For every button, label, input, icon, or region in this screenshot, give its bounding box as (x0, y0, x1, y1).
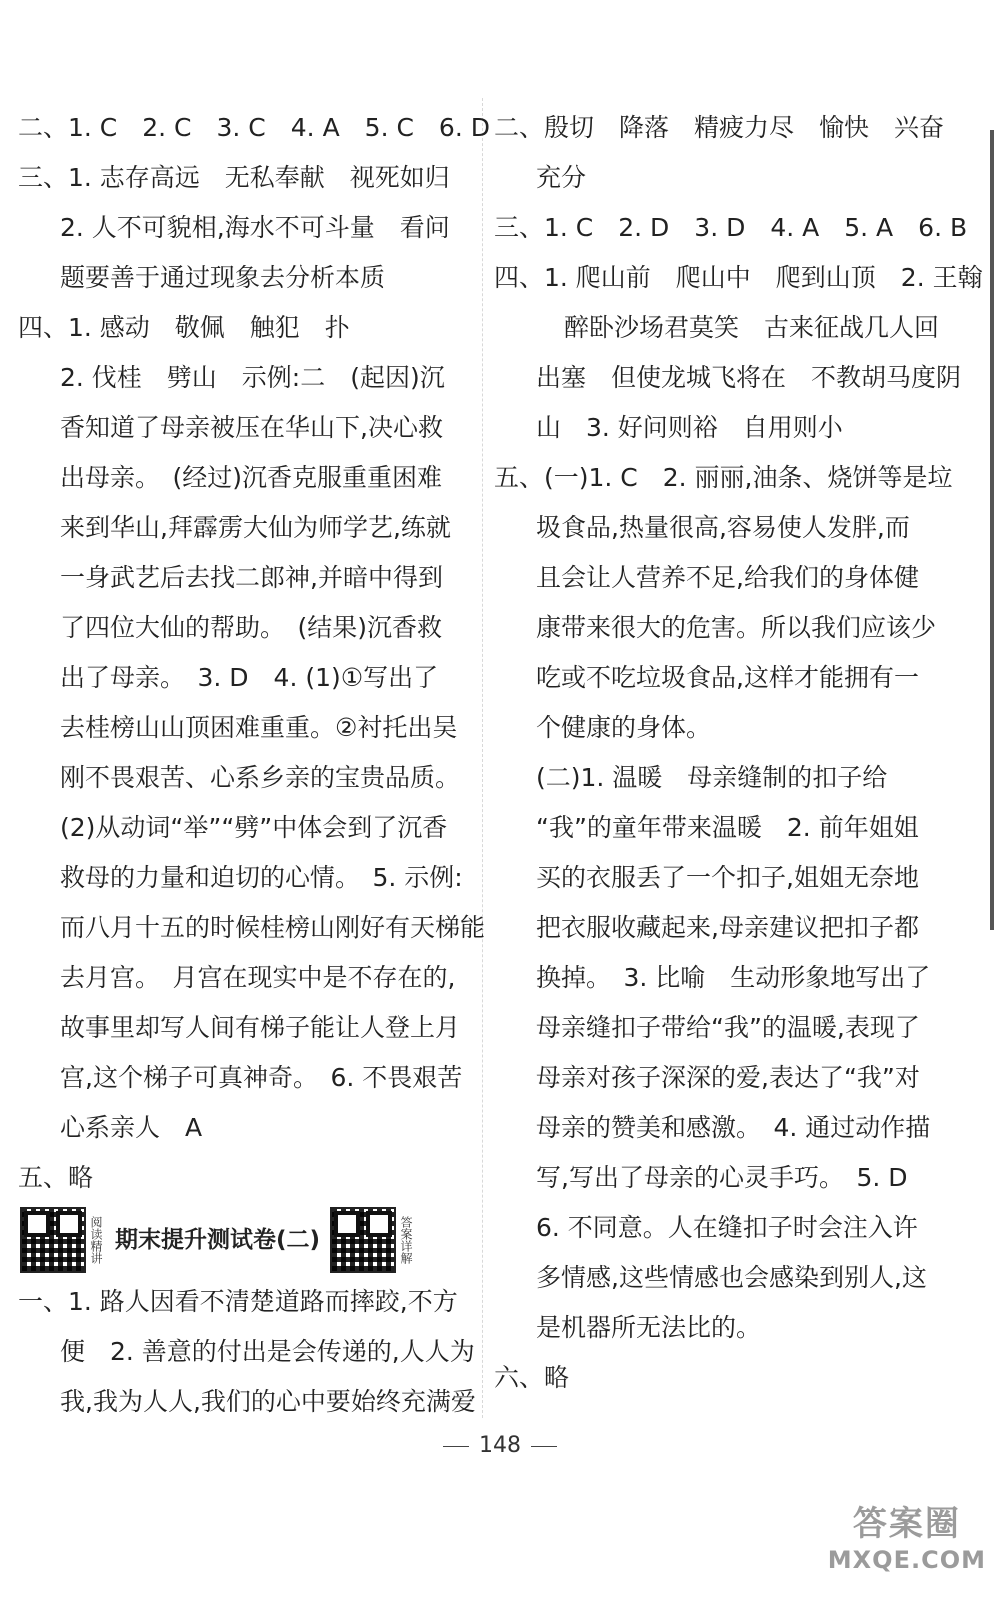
answer-line: 且会让人营养不足,给我们的身体健 (536, 563, 919, 592)
answer-line: 心系亲人 A (60, 1113, 203, 1142)
answer-line: 是机器所无法比的。 (536, 1313, 762, 1342)
answer-line: 三、1. C 2. D 3. D 4. A 5. A 6. B (494, 213, 968, 242)
answer-line: 充分 (536, 163, 587, 192)
answer-line: 四、1. 感动 敬佩 触犯 扑 (18, 313, 350, 342)
answer-line: 母亲的赞美和感激。 4. 通过动作描 (536, 1113, 931, 1142)
page-edge-shadow (990, 130, 994, 930)
answer-line: 刚不畏艰苦、心系乡亲的宝贵品质。 (60, 763, 461, 792)
answer-line: 去月宫。 月宫在现实中是不存在的, (60, 963, 456, 992)
answer-line: (二)1. 温暖 母亲缝制的扣子给 (536, 763, 888, 792)
answer-line: 山 3. 好问则裕 自用则小 (536, 413, 843, 442)
answer-line: 2. 人不可貌相,海水不可斗量 看问 (60, 213, 450, 242)
answer-line: 四、1. 爬山前 爬山中 爬到山顶 2. 王翰 (494, 263, 983, 292)
watermark-url: MXQE.COM (827, 1546, 986, 1574)
answer-line: 香知道了母亲被压在华山下,决心救 (60, 413, 443, 442)
watermark-logo (828, 1506, 986, 1578)
watermark-text: 答案圈 (852, 1504, 961, 1544)
answer-line: 写,写出了母亲的心灵手巧。 5. D (536, 1163, 908, 1192)
answer-line: 而八月十五的时候桂榜山刚好有天梯能 (60, 913, 486, 942)
footer-dash (531, 1446, 557, 1447)
answer-line: 个健康的身体。 (536, 713, 712, 742)
answer-line: 救母的力量和迫切的心情。 5. 示例: (60, 863, 463, 892)
answer-line: 出母亲。 (经过)沉香克服重重困难 (60, 463, 443, 492)
answer-line: 六、略 (494, 1363, 570, 1392)
answer-line: 五、(一)1. C 2. 丽丽,油条、烧饼等是垃 (494, 463, 953, 492)
qr-code-icon[interactable] (330, 1207, 396, 1273)
answer-line: 二、1. C 2. C 3. C 4. A 5. C 6. D (18, 113, 490, 142)
answer-line: 三、1. 志存高远 无私奉献 视死如归 (18, 163, 450, 192)
answer-line: 母亲缝扣子带给“我”的温暖,表现了 (536, 1013, 920, 1042)
answer-line: 二、殷切 降落 精疲力尽 愉快 兴奋 (494, 113, 945, 142)
qr-code-icon[interactable] (20, 1207, 86, 1273)
answer-line: 把衣服收藏起来,母亲建议把扣子都 (536, 913, 919, 942)
answer-line: 我,我为人人,我们的心中要始终充满爱 (60, 1387, 476, 1416)
answer-line: 五、略 (18, 1163, 94, 1192)
answer-line: 去桂榜山山顶困难重重。②衬托出吴 (60, 713, 458, 742)
answer-line: 康带来很大的危害。所以我们应该少 (536, 613, 937, 642)
section-banner (20, 1203, 473, 1277)
page-number: 148 (479, 1433, 521, 1458)
answer-line: 6. 不同意。人在缝扣子时会注入许 (536, 1213, 918, 1242)
answer-line: 吃或不吃垃圾食品,这样才能拥有一 (536, 663, 919, 692)
page-footer (0, 1433, 1000, 1458)
answer-line: 2. 伐桂 劈山 示例:二 (起因)沉 (60, 363, 445, 392)
answer-line: 来到华山,拜霹雳大仙为师学艺,练就 (60, 513, 451, 542)
answer-line: 换掉。 3. 比喻 生动形象地写出了 (536, 963, 931, 992)
right-column (494, 103, 983, 1403)
answer-line: 醉卧沙场君莫笑 古来征战几人回 (564, 313, 940, 342)
left-column (18, 103, 490, 1427)
answer-line: 圾食品,热量很高,容易使人发胖,而 (536, 513, 910, 542)
qr-caption: 阅读精讲 (89, 1216, 103, 1264)
column-divider (482, 98, 483, 1418)
answer-line: 故事里却写人间有梯子能让人登上月 (60, 1013, 461, 1042)
answer-line: 宫,这个梯子可真神奇。 6. 不畏艰苦 (60, 1063, 463, 1092)
answer-line: 一、1. 路人因看不清楚道路而摔跤,不方 (18, 1287, 458, 1316)
qr-caption: 答案详解 (399, 1216, 414, 1264)
answer-line: “我”的童年带来温暖 2. 前年姐姐 (536, 813, 919, 842)
answer-line: 母亲对孩子深深的爱,表达了“我”对 (536, 1063, 920, 1092)
answer-line: 出了母亲。 3. D 4. (1)①写出了 (60, 663, 439, 692)
answer-line: 买的衣服丢了一个扣子,姐姐无奈地 (536, 863, 919, 892)
answer-line: (2)从动词“举”“劈”中体会到了沉香 (60, 813, 448, 842)
footer-dash (443, 1446, 469, 1447)
answer-line: 题要善于通过现象去分析本质 (60, 263, 386, 292)
test-title: 期末提升测试卷(二) (115, 1227, 321, 1253)
answer-line: 了四位大仙的帮助。 (结果)沉香救 (60, 613, 443, 642)
answer-line: 出塞 但使龙城飞将在 不教胡马度阴 (536, 363, 962, 392)
answer-line: 多情感,这些情感也会感染到别人,这 (536, 1263, 927, 1292)
answer-line: 便 2. 善意的付出是会传递的,人人为 (60, 1337, 475, 1366)
answer-line: 一身武艺后去找二郎神,并暗中得到 (60, 563, 443, 592)
